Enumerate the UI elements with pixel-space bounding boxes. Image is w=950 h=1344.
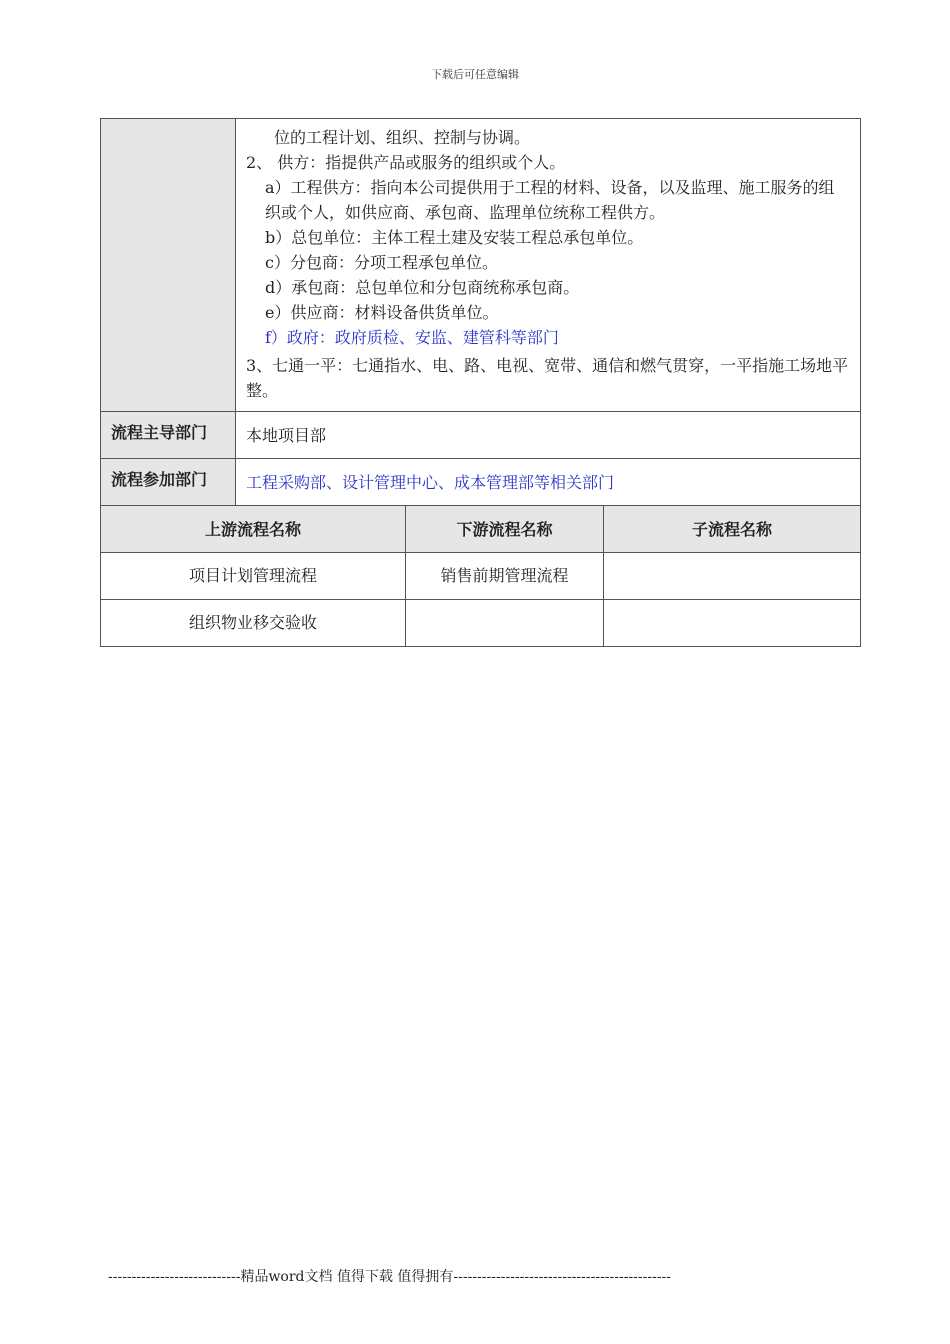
upstream-cell: 组织物业移交验收 xyxy=(101,600,406,647)
definition-line: 3、七通一平：七通指水、电、路、电视、宽带、通信和燃气贯穿，一平指施工场地平整。 xyxy=(246,356,849,400)
definition-row xyxy=(101,119,861,412)
participating-dept-label: 流程参加部门 xyxy=(101,459,236,506)
downstream-header: 下游流程名称 xyxy=(406,506,604,553)
definition-line: b）总包单位：主体工程土建及安装工程总承包单位。 xyxy=(265,228,644,247)
subprocess-cell xyxy=(604,600,861,647)
subprocess-header: 子流程名称 xyxy=(604,506,861,553)
lead-dept-label: 流程主导部门 xyxy=(101,412,236,459)
subprocess-cell xyxy=(604,553,861,600)
upstream-header: 上游流程名称 xyxy=(101,506,406,553)
table-row xyxy=(101,600,861,647)
lead-dept-row xyxy=(101,412,861,459)
table-row xyxy=(101,553,861,600)
process-table xyxy=(100,118,861,647)
definition-line: 2、 供方：指提供产品或服务的组织或个人。 xyxy=(246,153,566,172)
downstream-cell: 销售前期管理流程 xyxy=(406,553,604,600)
participating-dept-value: 工程采购部、设计管理中心、成本管理部等相关部门 xyxy=(236,459,861,506)
page-footer: ----------------------------精品word文档 值得下载 值得拥有---------------------------------------------- xyxy=(108,1269,672,1285)
page-header: 下载后可任意编辑 xyxy=(431,68,519,81)
flow-header-row xyxy=(101,506,861,553)
upstream-cell: 项目计划管理流程 xyxy=(101,553,406,600)
participating-dept-row xyxy=(101,459,861,506)
definition-line: d）承包商：总包单位和分包商统称承包商。 xyxy=(265,278,580,297)
definition-line: f）政府：政府质检、安监、建管科等部门 xyxy=(265,328,559,347)
definition-line: c）分包商：分项工程承包单位。 xyxy=(265,253,498,272)
definition-content xyxy=(236,119,861,412)
lead-dept-value: 本地项目部 xyxy=(236,412,861,459)
definition-line: a）工程供方：指向本公司提供用于工程的材料、设备，以及监理、施工服务的组织或个人，如供应商、承包商、监理单位统称工程供方。 xyxy=(265,178,835,222)
definition-line: e）供应商：材料设备供货单位。 xyxy=(265,303,499,322)
definition-label-cell xyxy=(101,119,236,412)
definition-line: 位的工程计划、组织、控制与协调。 xyxy=(274,128,531,147)
downstream-cell xyxy=(406,600,604,647)
